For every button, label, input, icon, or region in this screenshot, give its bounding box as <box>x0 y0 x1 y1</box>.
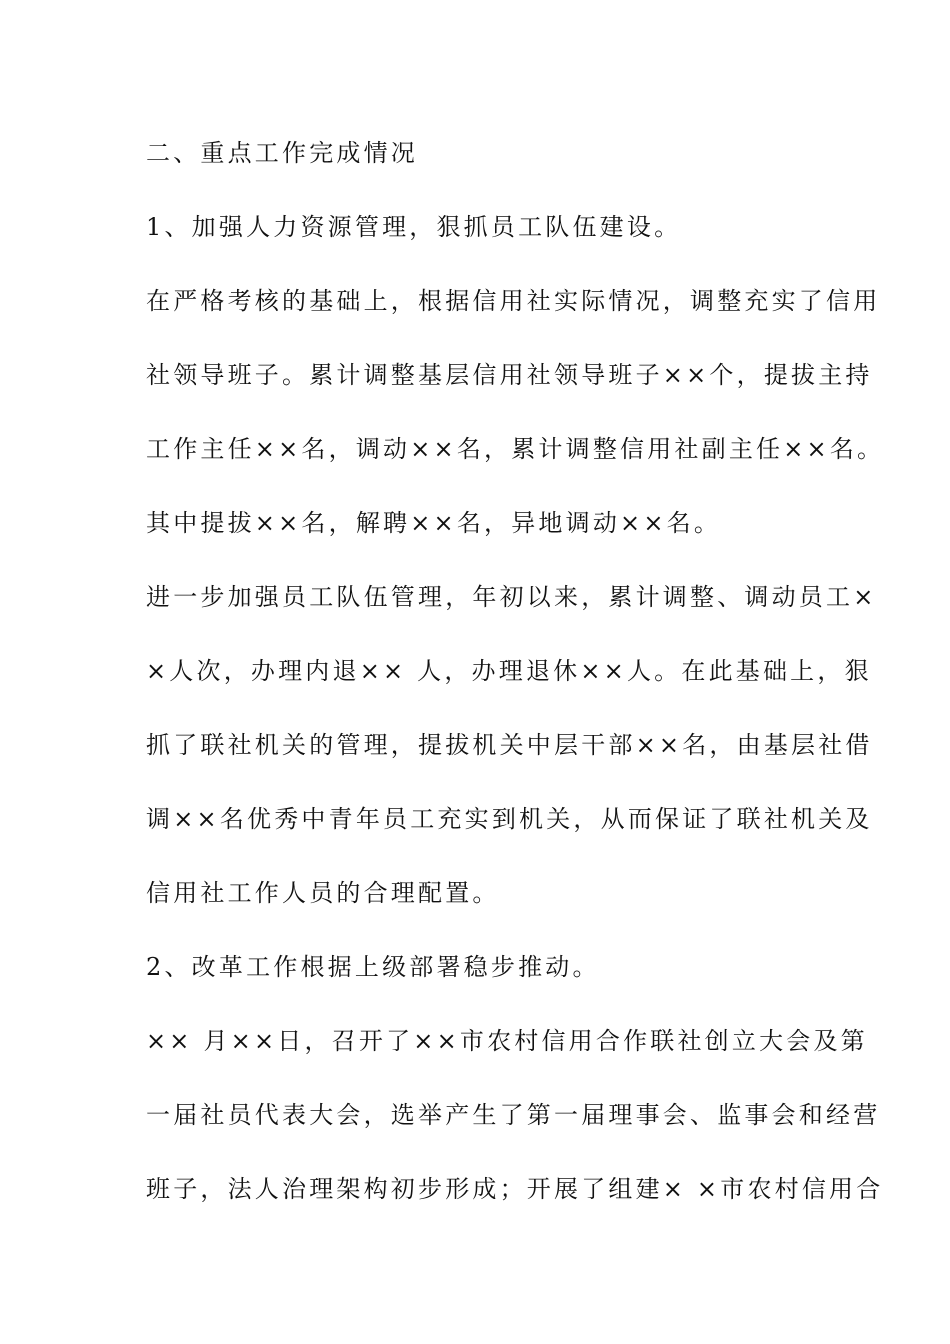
text-line: ×人次，办理内退×× 人，办理退休××人。在此基础上，狠 <box>146 657 872 685</box>
section-heading: 二、重点工作完成情况 <box>146 139 418 167</box>
text-line: 工作主任××名，调动××名，累计调整信用社副主任××名。 <box>146 435 885 463</box>
text-line: 其中提拔××名，解聘××名，异地调动××名。 <box>146 509 722 537</box>
text-line: 调××名优秀中青年员工充实到机关，从而保证了联社机关及 <box>146 805 873 833</box>
text-line: 班子，法人治理架构初步形成；开展了组建× ×市农村信用合 <box>146 1175 884 1203</box>
text-line: 信用社工作人员的合理配置。 <box>146 879 500 907</box>
text-line: 社领导班子。累计调整基层信用社领导班子××个，提拔主持 <box>146 361 873 389</box>
subheading-2: 2、改革工作根据上级部署稳步推动。 <box>146 953 600 981</box>
text-line: 一届社员代表大会，选举产生了第一届理事会、监事会和经营 <box>146 1101 881 1129</box>
text-line: 抓了联社机关的管理，提拔机关中层干部××名，由基层社借 <box>146 731 873 759</box>
subheading-1: 1、加强人力资源管理，狠抓员工队伍建设。 <box>146 213 682 241</box>
text-line: ×× 月××日，召开了××市农村信用合作联社创立大会及第 <box>146 1027 868 1055</box>
text-line: 在严格考核的基础上，根据信用社实际情况，调整充实了信用 <box>146 287 881 315</box>
text-line: 进一步加强员工队伍管理，年初以来，累计调整、调动员工× <box>146 583 877 611</box>
